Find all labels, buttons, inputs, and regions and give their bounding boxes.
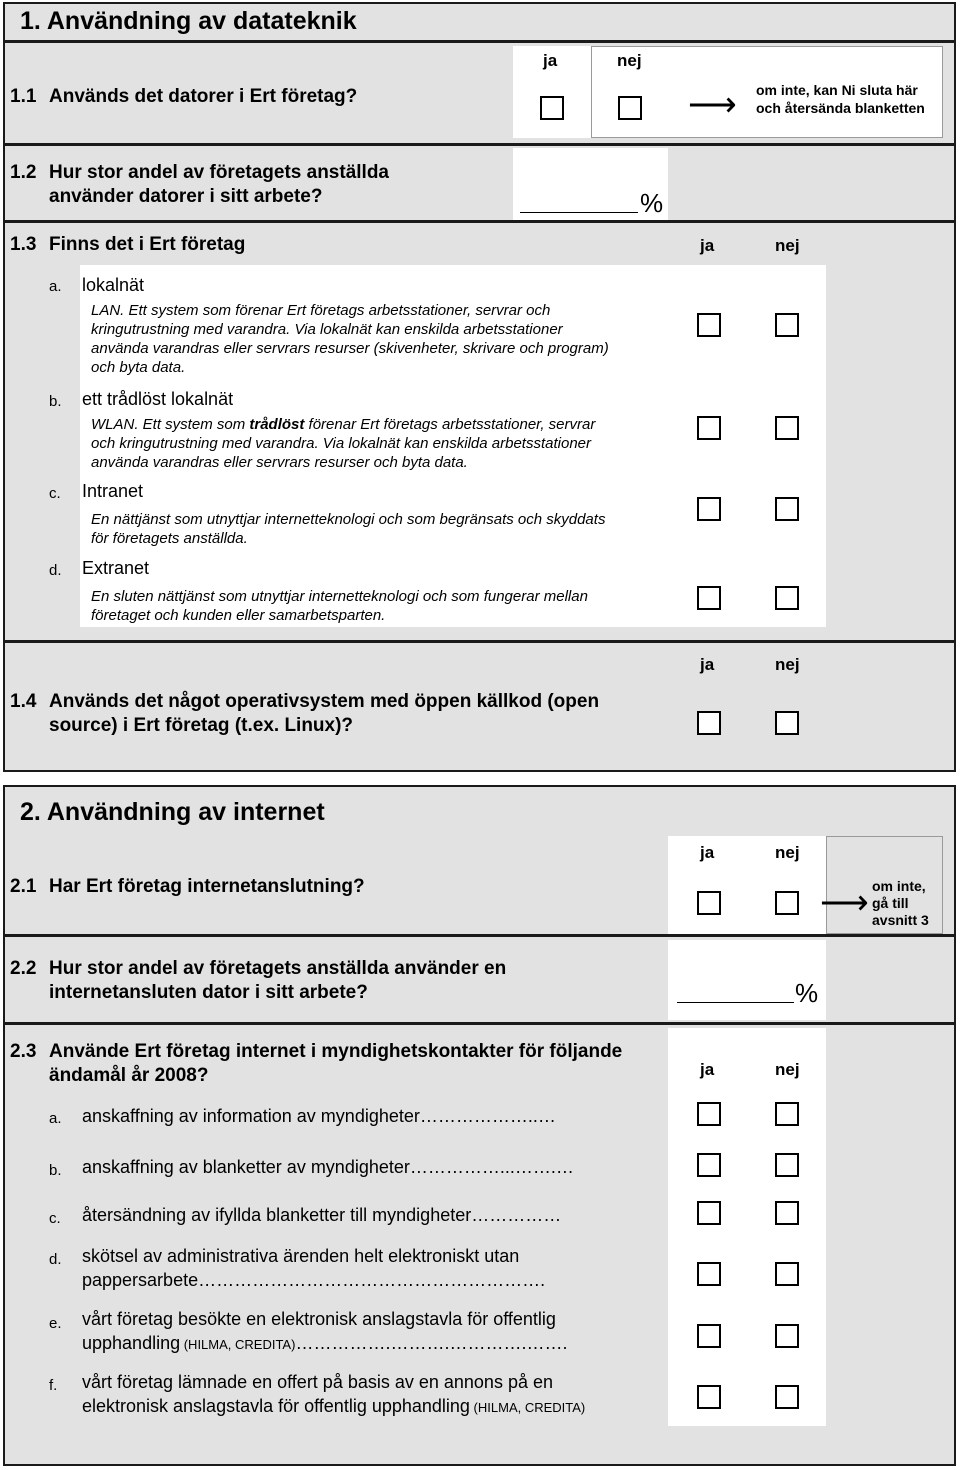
q2-3-item-text-2: elektronisk anslagstavla för offentlig upphandling (HILMA, CREDITA) (82, 1396, 586, 1416)
q2-2-line1: Hur stor andel av företagets anställda använder en (49, 958, 507, 979)
divider (3, 40, 956, 43)
item-letter: d. (49, 1251, 62, 1268)
q2-1-ja-checkbox[interactable] (697, 891, 721, 915)
section-1-title: 1. Användning av datateknik (20, 7, 357, 35)
q1-3b-ja-checkbox[interactable] (697, 416, 721, 440)
item-letter: a. (49, 1110, 62, 1127)
q1-3-nej-label: nej (775, 236, 800, 255)
q1-3a-nej-checkbox[interactable] (775, 313, 799, 337)
q2-1-note-line1: om inte, (872, 878, 926, 894)
item-desc-line: och byta data. (91, 359, 186, 376)
q2-3-item-text: vårt företag lämnade en offert på basis av en annons på en (82, 1372, 553, 1392)
q2-1-text: Har Ert företag internetanslutning? (49, 876, 365, 897)
item-letter: b. (49, 393, 62, 410)
q2-3-number: 2.3 (10, 1041, 37, 1062)
q2-1-answer-area (668, 836, 826, 934)
divider (3, 220, 956, 223)
q2-3-line2: ändamål år 2008? (49, 1065, 209, 1086)
item-letter: e. (49, 1315, 62, 1332)
right-arrow-icon: ⟶ (820, 884, 869, 922)
item-label-extranet: Extranet (82, 558, 150, 578)
q2-3-line1: Använde Ert företag internet i myndighetskontakter för följande (49, 1041, 623, 1062)
q2-3-answer-area (668, 1028, 826, 1426)
q2-1-nej-label: nej (775, 843, 800, 862)
item-label-lokalnat: lokalnät (82, 275, 145, 295)
q1-1-note-line1: om inte, kan Ni sluta här (756, 82, 918, 98)
item-letter: a. (49, 278, 62, 295)
item-label-intranet: Intranet (82, 481, 144, 501)
q1-1-nej-label: nej (617, 51, 642, 70)
divider (3, 1022, 956, 1025)
item-desc-line: WLAN. Ett system som trådlöst förenar Ert företags arbetsstationer, servrar (91, 416, 596, 433)
q1-3c-nej-checkbox[interactable] (775, 497, 799, 521)
q2-3c-ja-checkbox[interactable] (697, 1201, 721, 1225)
item-letter: b. (49, 1162, 62, 1179)
q1-3d-ja-checkbox[interactable] (697, 586, 721, 610)
q1-4-line2: source) i Ert företag (t.ex. Linux)? (49, 715, 354, 736)
item-letter: c. (49, 485, 61, 502)
q1-4-nej-checkbox[interactable] (775, 711, 799, 735)
q2-3-ja-label: ja (700, 1060, 715, 1079)
q2-3-item-text: återsändning av ifyllda blanketter till myndigheter…………… (82, 1205, 562, 1225)
q1-4-ja-checkbox[interactable] (697, 711, 721, 735)
q1-1-number: 1.1 (10, 86, 37, 107)
q2-3f-ja-checkbox[interactable] (697, 1385, 721, 1409)
item-letter: f. (49, 1377, 58, 1394)
item-letter: d. (49, 562, 62, 579)
q1-2-line2: använder datorer i sitt arbete? (49, 186, 323, 207)
q1-3d-nej-checkbox[interactable] (775, 586, 799, 610)
q1-2-line1: Hur stor andel av företagets anställda (49, 162, 389, 183)
q2-3-item-text-2: pappersarbete…………………………………………………. (82, 1270, 546, 1290)
q2-3b-ja-checkbox[interactable] (697, 1153, 721, 1177)
q2-3d-nej-checkbox[interactable] (775, 1262, 799, 1286)
q2-1-note-line2: gå till (872, 895, 909, 911)
q1-2-unit: % (640, 188, 664, 218)
q1-1-text: Används det datorer i Ert företag? (49, 86, 358, 107)
q1-1-nej-checkbox[interactable] (618, 96, 642, 120)
q2-1-note-line3: avsnitt 3 (872, 912, 929, 928)
q1-2-number: 1.2 (10, 162, 37, 183)
item-desc-line: och kringutrustning med varandra. Via lokalnät kan enskilda arbetsstationer (91, 435, 592, 452)
item-desc-line: kringutrustning med varandra. Via lokalnät kan enskilda arbetsstationer (91, 321, 563, 338)
divider (3, 143, 956, 146)
q2-2-line2: internetansluten dator i sitt arbete? (49, 982, 368, 1003)
q1-4-number: 1.4 (10, 691, 37, 712)
q2-3-item-text: anskaffning av blanketter av myndigheter……………...…….… (82, 1157, 574, 1177)
q2-3b-nej-checkbox[interactable] (775, 1153, 799, 1177)
divider (3, 934, 956, 937)
q1-4-line1: Används det något operativsystem med öppen källkod (open (49, 691, 600, 712)
q2-1-nej-checkbox[interactable] (775, 891, 799, 915)
q1-1-ja-checkbox[interactable] (540, 96, 564, 120)
q1-4-ja-label: ja (700, 655, 715, 674)
q2-3c-nej-checkbox[interactable] (775, 1201, 799, 1225)
right-arrow-icon: ⟶ (688, 86, 737, 124)
q2-1-number: 2.1 (10, 876, 37, 897)
q2-3f-nej-checkbox[interactable] (775, 1385, 799, 1409)
q2-3-item-text-2: upphandling (HILMA, CREDITA)…………….……….………….……. (82, 1333, 568, 1353)
q1-1-note-line2: och återsända blanketten (756, 100, 925, 116)
item-desc-line: En nättjänst som utnyttjar internetteknologi och som begränsats och skyddats (91, 511, 606, 528)
q1-3a-ja-checkbox[interactable] (697, 313, 721, 337)
q1-3c-ja-checkbox[interactable] (697, 497, 721, 521)
q2-3e-ja-checkbox[interactable] (697, 1324, 721, 1348)
divider (3, 640, 956, 643)
q2-3-item-text: anskaffning av information av myndigheter………………..… (82, 1106, 556, 1126)
item-desc-line: LAN. Ett system som förenar Ert företags arbetsstationer, servrar och (91, 302, 551, 319)
item-letter: c. (49, 1210, 61, 1227)
q2-3-item-text: skötsel av administrativa ärenden helt elektroniskt utan (82, 1246, 520, 1266)
q1-3-number: 1.3 (10, 234, 37, 255)
item-desc-line: En sluten nättjänst som utnyttjar internetteknologi och som fungerar mellan (91, 588, 588, 605)
q2-3d-ja-checkbox[interactable] (697, 1262, 721, 1286)
q2-1-ja-label: ja (700, 843, 715, 862)
q2-2-unit: % (795, 978, 819, 1008)
item-desc-line: använda varandras eller servrars resurser (skivenheter, skrivare och program) (91, 340, 609, 357)
q1-3-text: Finns det i Ert företag (49, 234, 246, 255)
item-desc-line: använda varandras eller servrars resurser och byta data. (91, 454, 468, 471)
q1-2-percent-input[interactable] (520, 212, 638, 213)
q1-3b-nej-checkbox[interactable] (775, 416, 799, 440)
q2-2-percent-input[interactable] (677, 1002, 794, 1003)
q2-3-item-text: vårt företag besökte en elektronisk anslagstavla för offentlig (82, 1309, 556, 1329)
q2-3a-ja-checkbox[interactable] (697, 1102, 721, 1126)
q1-1-ja-label: ja (543, 51, 558, 70)
q2-3e-nej-checkbox[interactable] (775, 1324, 799, 1348)
item-desc-line: företaget och kunden eller samarbetsparten. (91, 607, 386, 624)
q1-3-ja-label: ja (700, 236, 715, 255)
item-desc-line: för företagets anställda. (91, 530, 248, 547)
q2-2-number: 2.2 (10, 958, 37, 979)
q2-3-nej-label: nej (775, 1060, 800, 1079)
q1-4-nej-label: nej (775, 655, 800, 674)
q2-3a-nej-checkbox[interactable] (775, 1102, 799, 1126)
section-2-title: 2. Användning av internet (20, 798, 325, 826)
item-label-wlan: ett trådlöst lokalnät (82, 389, 234, 409)
